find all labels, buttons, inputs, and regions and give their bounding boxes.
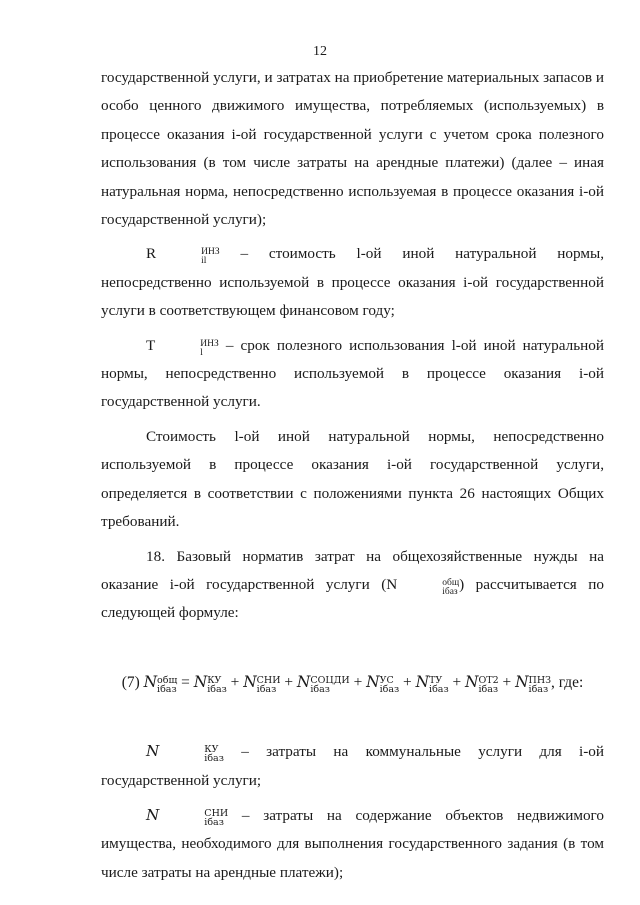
term-socdi: N СОЦДИ iбаз [296,672,350,695]
paragraph-2: R ИНЗ il – стоимость l-ой иной натуральной нормы, непосредственно используемой в процессе оказания i-ой государственной услуги в соответствующем финансовом году; [101,245,605,320]
term-ku: N КУ iбаз [193,672,227,695]
paragraph-7: N СНИ iбаз – затраты на содержание объектов недвижимого имущества, необходимого для выполнения государственного задания (в том числе затраты на арендные платежи); [101,805,604,881]
formula-lhs: N общ iбаз [143,672,178,695]
symbol-n-sni: N СНИ iбаз [146,805,229,828]
symbol-n-ku: N КУ iбаз [146,742,224,765]
symbol-n-obsh: N общ iбаз [386,575,460,597]
formula-7: (7) N общ iбаз = N КУ iбаз + N СНИ iбаз + N СОЦДИ iбаз + N УС iбаз + N ТУ iбаз + N ОТ2 iбаз + N ПНЗ iбаз , где: [121,672,584,695]
term-tu: N ТУ iбаз [415,672,449,695]
paragraph-4: Стоимость l-ой иной натуральной нормы, непосредственно используемой в процессе оказания i-ой государственной услуги, определяется в соответствии с положениями пункта 26 настоящих Общих требований. [101,427,604,531]
term-pnz: N ПНЗ iбаз [515,672,552,695]
page-number: 12 [313,44,327,59]
term-sni: N СНИ iбаз [243,672,281,695]
term-us: N УС iбаз [366,672,400,695]
page-body [101,64,604,887]
paragraph-3: T ИНЗ l – срок полезного использования l-ой иной натуральной нормы, непосредственно используемой в процессе оказания i-ой государственной услуги. [101,336,605,411]
symbol-r-il: R ИНЗ il [146,245,220,267]
paragraph-6: N КУ iбаз – затраты на коммунальные услуги для i-ой государственной услуги; [101,742,604,789]
paragraph-1: государственной услуги, и затратах на приобретение материальных запасов и особо ценного движимого имущества, потребляемых (используемых) в процессе оказания i-ой государственной услуги с учетом срока полезного использования (в том числе затраты на арендные платежи) (далее – иная натуральная норма, непосредственно используемая в процессе оказания i-ой государственной услуги); [101,69,604,229]
symbol-t-l: T ИНЗ l [146,336,219,358]
formula-number: (7) [121,673,140,691]
term-ot2: N ОТ2 iбаз [465,672,499,695]
paragraph-5: 18. Базовый норматив затрат на общехозяйственные нужды на оказание i-ой государственной услуги (N общ iбаз ) рассчитывается по следующей формуле: [101,547,604,622]
